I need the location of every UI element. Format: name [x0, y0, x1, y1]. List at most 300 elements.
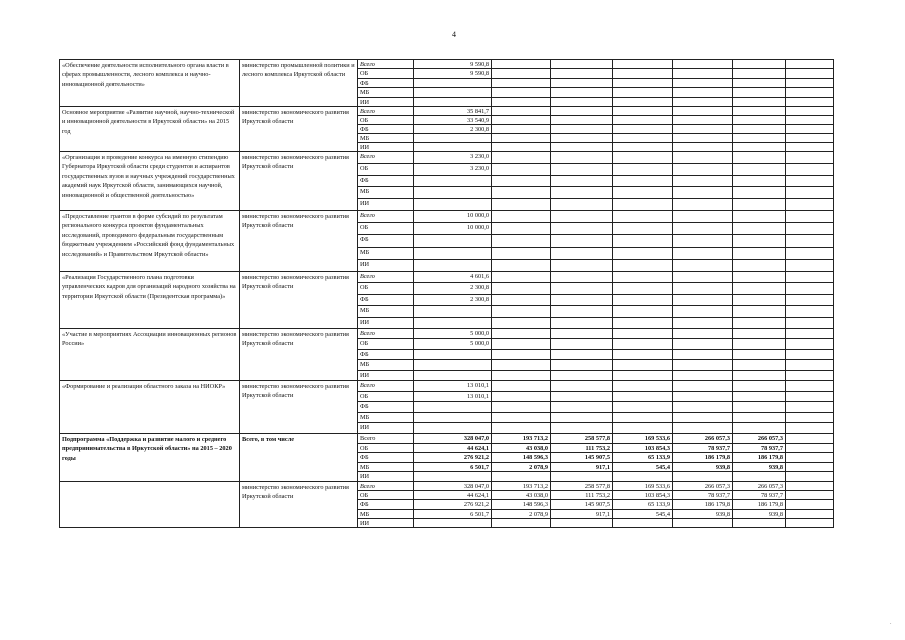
- source-label: ИИ: [358, 98, 414, 106]
- value-cell: [673, 88, 733, 96]
- value-cell: 103 854,3: [613, 444, 673, 453]
- value-cell: [733, 472, 786, 481]
- value-cell: [673, 329, 733, 338]
- source-label: ИИ: [358, 472, 414, 481]
- value-cell: 10 000,0: [414, 223, 492, 234]
- value-cell: [733, 318, 786, 328]
- value-cell: [673, 235, 733, 246]
- table-row: [358, 78, 833, 87]
- table-row: [358, 133, 833, 142]
- table-row: [358, 518, 833, 527]
- source-label: Всего: [358, 381, 414, 391]
- value-cell: [551, 381, 613, 391]
- value-cell: [414, 360, 492, 369]
- value-cell: [414, 472, 492, 481]
- source-label: ИИ: [358, 423, 414, 433]
- value-cell: [492, 260, 551, 271]
- value-cell: [414, 260, 492, 271]
- value-cell: [733, 235, 786, 246]
- value-cell: [551, 152, 613, 163]
- table-row: [358, 471, 833, 481]
- source-label: Всего: [358, 272, 414, 282]
- table-group: [60, 151, 833, 210]
- value-cell: [733, 392, 786, 402]
- table-row: [358, 222, 833, 234]
- value-cell: [492, 235, 551, 246]
- value-cell: 111 753,2: [551, 491, 613, 499]
- value-cell: [551, 339, 613, 348]
- value-cell: 186 179,8: [673, 453, 733, 462]
- value-cell: 78 937,7: [733, 491, 786, 499]
- table-row: [358, 370, 833, 380]
- value-cell: [613, 423, 673, 433]
- value-cell: [786, 413, 833, 423]
- value-cell: [786, 235, 833, 246]
- value-cell: [673, 143, 733, 151]
- value-cell: [733, 381, 786, 391]
- value-cell: [551, 134, 613, 142]
- value-cell: [613, 125, 673, 133]
- value-cell: [492, 339, 551, 348]
- value-cell: [613, 283, 673, 293]
- value-cell: [733, 360, 786, 369]
- value-cell: [673, 152, 733, 163]
- value-cell: [673, 134, 733, 142]
- value-cell: [786, 463, 833, 472]
- value-cell: [551, 413, 613, 423]
- source-label: Всего: [358, 482, 414, 490]
- table-row: [358, 294, 833, 305]
- value-cell: 6 501,7: [414, 510, 492, 518]
- value-cell: 13 010,1: [414, 392, 492, 402]
- value-cell: [673, 260, 733, 271]
- value-cell: [786, 125, 833, 133]
- value-cell: [673, 350, 733, 359]
- value-cell: [786, 472, 833, 481]
- executor-cell: министерство экономического развития Иркутской области: [240, 482, 358, 527]
- value-cell: [786, 260, 833, 271]
- source-label: ОБ: [358, 116, 414, 124]
- value-cell: 3 230,0: [414, 164, 492, 175]
- value-cell: [786, 176, 833, 187]
- value-cell: [733, 339, 786, 348]
- value-cell: [673, 392, 733, 402]
- source-label: ИИ: [358, 371, 414, 380]
- value-cell: [551, 98, 613, 106]
- value-cell: [414, 235, 492, 246]
- value-cell: [786, 211, 833, 222]
- value-cell: [786, 79, 833, 87]
- value-cell: [673, 164, 733, 175]
- source-label: ФБ: [358, 453, 414, 462]
- table-row: [358, 282, 833, 293]
- value-cell: [733, 60, 786, 68]
- value-cell: 65 133,9: [613, 453, 673, 462]
- source-label: ОБ: [358, 69, 414, 77]
- value-cell: [733, 402, 786, 412]
- value-cell: [733, 98, 786, 106]
- source-label: ОБ: [358, 223, 414, 234]
- value-cell: [492, 125, 551, 133]
- table-row: [358, 462, 833, 472]
- value-cell: [492, 272, 551, 282]
- value-cell: 939,8: [673, 463, 733, 472]
- value-cell: 44 624,1: [414, 444, 492, 453]
- table-row: [358, 211, 833, 222]
- value-cell: [786, 519, 833, 527]
- value-cell: [733, 107, 786, 115]
- value-cell: [551, 318, 613, 328]
- value-cell: [492, 413, 551, 423]
- value-cell: [414, 248, 492, 259]
- table-row: [358, 142, 833, 151]
- source-label: ОБ: [358, 164, 414, 175]
- value-cell: 266 057,3: [673, 434, 733, 443]
- value-cell: 2 300,8: [414, 283, 492, 293]
- source-label: Всего: [358, 434, 414, 443]
- value-cell: [551, 211, 613, 222]
- value-cell: [551, 283, 613, 293]
- value-cell: [786, 392, 833, 402]
- budget-table: [59, 59, 834, 528]
- value-cell: [414, 423, 492, 433]
- value-cell: [786, 199, 833, 210]
- value-cell: 9 590,8: [414, 69, 492, 77]
- value-cell: 2 078,9: [492, 463, 551, 472]
- source-label: МБ: [358, 413, 414, 423]
- value-cell: 545,4: [613, 510, 673, 518]
- value-cell: [613, 199, 673, 210]
- value-cell: [673, 107, 733, 115]
- value-cell: [786, 306, 833, 316]
- value-cell: [786, 329, 833, 338]
- value-cell: [551, 235, 613, 246]
- value-cell: [414, 187, 492, 198]
- source-label: МБ: [358, 463, 414, 472]
- value-cell: [786, 318, 833, 328]
- value-cell: [551, 164, 613, 175]
- value-cell: [613, 402, 673, 412]
- value-cell: [492, 69, 551, 77]
- value-cell: [786, 69, 833, 77]
- value-cell: [786, 248, 833, 259]
- value-cell: [414, 371, 492, 380]
- table-group: [60, 433, 833, 481]
- executor-cell: министерство экономического развития Иркутской области: [240, 272, 358, 328]
- table-row: [358, 359, 833, 369]
- value-cell: [673, 176, 733, 187]
- value-cell: 9 590,8: [414, 60, 492, 68]
- page-number: 4: [452, 30, 456, 39]
- value-cell: [613, 235, 673, 246]
- value-cell: [551, 371, 613, 380]
- table-row: [358, 124, 833, 133]
- value-cell: [733, 260, 786, 271]
- source-label: ИИ: [358, 199, 414, 210]
- value-cell: [733, 350, 786, 359]
- value-cell: [551, 60, 613, 68]
- executor-cell: министерство экономического развития Иркутской области: [240, 329, 358, 380]
- value-cell: [733, 79, 786, 87]
- table-row: [358, 329, 833, 338]
- source-label: ОБ: [358, 283, 414, 293]
- value-cell: [733, 423, 786, 433]
- table-row: [358, 482, 833, 490]
- value-cell: [414, 413, 492, 423]
- value-cell: [613, 381, 673, 391]
- value-cell: [673, 318, 733, 328]
- table-group: [60, 210, 833, 271]
- value-cell: [492, 79, 551, 87]
- source-label: Всего: [358, 107, 414, 115]
- value-cell: [551, 88, 613, 96]
- value-cell: [733, 371, 786, 380]
- value-cell: [673, 423, 733, 433]
- value-cell: [786, 187, 833, 198]
- value-cell: [551, 402, 613, 412]
- value-cell: 193 713,2: [492, 482, 551, 490]
- value-cell: 65 133,9: [613, 500, 673, 508]
- value-cell: [613, 360, 673, 369]
- value-cell: [673, 60, 733, 68]
- value-cell: [673, 125, 733, 133]
- value-cell: 2 300,8: [414, 295, 492, 305]
- value-cell: [492, 176, 551, 187]
- value-cell: [551, 176, 613, 187]
- value-cell: 328 047,0: [414, 482, 492, 490]
- value-cell: [733, 199, 786, 210]
- table-group: [60, 106, 833, 151]
- value-cell: [673, 199, 733, 210]
- value-cell: [613, 79, 673, 87]
- value-cell: [786, 283, 833, 293]
- source-label: ИИ: [358, 143, 414, 151]
- source-label: ИИ: [358, 260, 414, 271]
- executor-cell: министерство экономического развития Иркутской области: [240, 211, 358, 271]
- value-cell: [733, 116, 786, 124]
- value-cell: [551, 306, 613, 316]
- source-label: ОБ: [358, 392, 414, 402]
- value-cell: [673, 187, 733, 198]
- value-cell: [492, 329, 551, 338]
- table-row: [358, 422, 833, 433]
- value-cell: [551, 116, 613, 124]
- value-cell: [733, 223, 786, 234]
- value-cell: [414, 350, 492, 359]
- value-cell: 266 057,3: [733, 482, 786, 490]
- value-cell: [551, 423, 613, 433]
- value-cell: [551, 360, 613, 369]
- source-label: ИИ: [358, 318, 414, 328]
- value-cell: [786, 402, 833, 412]
- table-row: [358, 68, 833, 77]
- value-cell: [613, 187, 673, 198]
- value-cell: 276 921,2: [414, 453, 492, 462]
- table-row: [358, 152, 833, 163]
- value-cell: 266 057,3: [733, 434, 786, 443]
- value-cell: [673, 211, 733, 222]
- value-cell: [786, 371, 833, 380]
- value-cell: [492, 134, 551, 142]
- table-row: [358, 247, 833, 259]
- value-cell: [673, 295, 733, 305]
- value-cell: [613, 339, 673, 348]
- source-label: ФБ: [358, 500, 414, 508]
- value-cell: [613, 472, 673, 481]
- value-cell: [786, 116, 833, 124]
- value-cell: [786, 339, 833, 348]
- value-cell: [492, 107, 551, 115]
- value-cell: [786, 510, 833, 518]
- value-cell: 939,8: [733, 463, 786, 472]
- table-row: [358, 443, 833, 453]
- value-cell: [613, 107, 673, 115]
- value-cell: [613, 69, 673, 77]
- value-cell: 35 841,7: [414, 107, 492, 115]
- value-cell: [673, 519, 733, 527]
- value-cell: [673, 381, 733, 391]
- value-cell: [673, 272, 733, 282]
- value-cell: [673, 69, 733, 77]
- source-label: МБ: [358, 248, 414, 259]
- value-cell: [613, 318, 673, 328]
- value-cell: [492, 211, 551, 222]
- executor-cell: министерство экономического развития Иркутской области: [240, 381, 358, 433]
- value-cell: 186 179,8: [733, 453, 786, 462]
- value-cell: [551, 260, 613, 271]
- value-cell: [786, 444, 833, 453]
- value-cell: [733, 176, 786, 187]
- value-cell: [673, 402, 733, 412]
- value-cell: [492, 392, 551, 402]
- value-cell: [786, 453, 833, 462]
- value-cell: [613, 392, 673, 402]
- table-row: [358, 338, 833, 348]
- value-cell: [551, 79, 613, 87]
- measure-title: «Реализация Государственного плана подготовки управленческих кадров для организаций народного хозяйства на территории Иркутской области (Президентская программа)»: [60, 272, 240, 328]
- table-row: [358, 499, 833, 508]
- value-cell: [551, 107, 613, 115]
- value-cell: [786, 98, 833, 106]
- source-label: ФБ: [358, 79, 414, 87]
- table-row: [358, 305, 833, 316]
- value-cell: 939,8: [733, 510, 786, 518]
- source-label: МБ: [358, 134, 414, 142]
- value-cell: 193 713,2: [492, 434, 551, 443]
- source-label: МБ: [358, 88, 414, 96]
- source-label: МБ: [358, 510, 414, 518]
- value-cell: [673, 339, 733, 348]
- value-cell: [786, 107, 833, 115]
- value-cell: [414, 199, 492, 210]
- value-cell: [551, 350, 613, 359]
- measure-title: «Обеспечение деятельности исполнительного органа власти в сферах промышленности, лесного комплекса и научно-инновационной деятельности»: [60, 60, 240, 106]
- value-cell: [613, 260, 673, 271]
- source-label: МБ: [358, 306, 414, 316]
- value-cell: [492, 60, 551, 68]
- table-group: [60, 328, 833, 380]
- source-label: ФБ: [358, 350, 414, 359]
- value-cell: [492, 88, 551, 96]
- value-cell: [786, 434, 833, 443]
- value-cell: 44 624,1: [414, 491, 492, 499]
- value-cell: [673, 283, 733, 293]
- source-label: ФБ: [358, 402, 414, 412]
- value-cell: 169 533,6: [613, 434, 673, 443]
- table-row: [358, 87, 833, 96]
- value-cell: [786, 134, 833, 142]
- value-cell: [492, 152, 551, 163]
- value-cell: [414, 176, 492, 187]
- value-cell: [551, 295, 613, 305]
- value-cell: [733, 143, 786, 151]
- table-row: [358, 490, 833, 499]
- value-cell: 78 937,7: [733, 444, 786, 453]
- value-cell: [492, 423, 551, 433]
- value-cell: [733, 134, 786, 142]
- table-row: [358, 186, 833, 198]
- value-cell: 148 596,3: [492, 500, 551, 508]
- value-cell: 917,1: [551, 463, 613, 472]
- measure-title: Основное мероприятие «Развитие научной, научно-технической и инновационной деятельности в Иркутской области» на 2015 год: [60, 107, 240, 151]
- value-cell: [492, 402, 551, 412]
- value-cell: 33 540,9: [414, 116, 492, 124]
- value-cell: 5 000,0: [414, 339, 492, 348]
- value-cell: [613, 350, 673, 359]
- value-cell: [551, 248, 613, 259]
- source-label: ОБ: [358, 339, 414, 348]
- value-cell: [613, 134, 673, 142]
- measure-title: «Организация и проведение конкурса на именную стипендию Губернатора Иркутской области среди студентов и аспирантов государственных вузов и научных учреждений государственных академий наук Иркутской области, занимающихся научной, инновационной и общественной деятельностью»: [60, 152, 240, 210]
- value-cell: 2 078,9: [492, 510, 551, 518]
- value-cell: 43 038,0: [492, 491, 551, 499]
- value-cell: [786, 143, 833, 151]
- value-cell: [733, 306, 786, 316]
- value-cell: 186 179,8: [733, 500, 786, 508]
- measure-title: «Предоставление грантов в форме субсидий по результатам регионального конкурса проектов фундаментальных исследований, проводимого федеральным государственным бюджетным учреждением «Российский фонд фундаментальных исследований» и Правительством Иркутской области»: [60, 211, 240, 271]
- value-cell: [551, 143, 613, 151]
- value-cell: [673, 472, 733, 481]
- value-cell: [613, 248, 673, 259]
- value-cell: 13 010,1: [414, 381, 492, 391]
- executor-cell: Всего, в том числе: [240, 434, 358, 481]
- value-cell: [414, 402, 492, 412]
- value-cell: [492, 164, 551, 175]
- value-cell: 5 000,0: [414, 329, 492, 338]
- value-cell: [492, 199, 551, 210]
- value-cell: [492, 350, 551, 359]
- value-cell: 148 596,3: [492, 453, 551, 462]
- value-cell: [551, 519, 613, 527]
- value-cell: [673, 306, 733, 316]
- table-row: [358, 317, 833, 328]
- value-cell: 266 057,3: [673, 482, 733, 490]
- value-cell: [786, 272, 833, 282]
- value-cell: [492, 143, 551, 151]
- value-cell: 43 038,0: [492, 444, 551, 453]
- value-cell: [733, 295, 786, 305]
- value-cell: [492, 306, 551, 316]
- table-group: [60, 481, 833, 527]
- executor-cell: министерство экономического развития Иркутской области: [240, 107, 358, 151]
- value-cell: 78 937,7: [673, 444, 733, 453]
- value-cell: 545,4: [613, 463, 673, 472]
- value-cell: [492, 98, 551, 106]
- value-cell: [414, 88, 492, 96]
- table-row: [358, 163, 833, 175]
- source-label: МБ: [358, 187, 414, 198]
- measure-title: «Формирование и реализация областного заказа на НИОКР»: [60, 381, 240, 433]
